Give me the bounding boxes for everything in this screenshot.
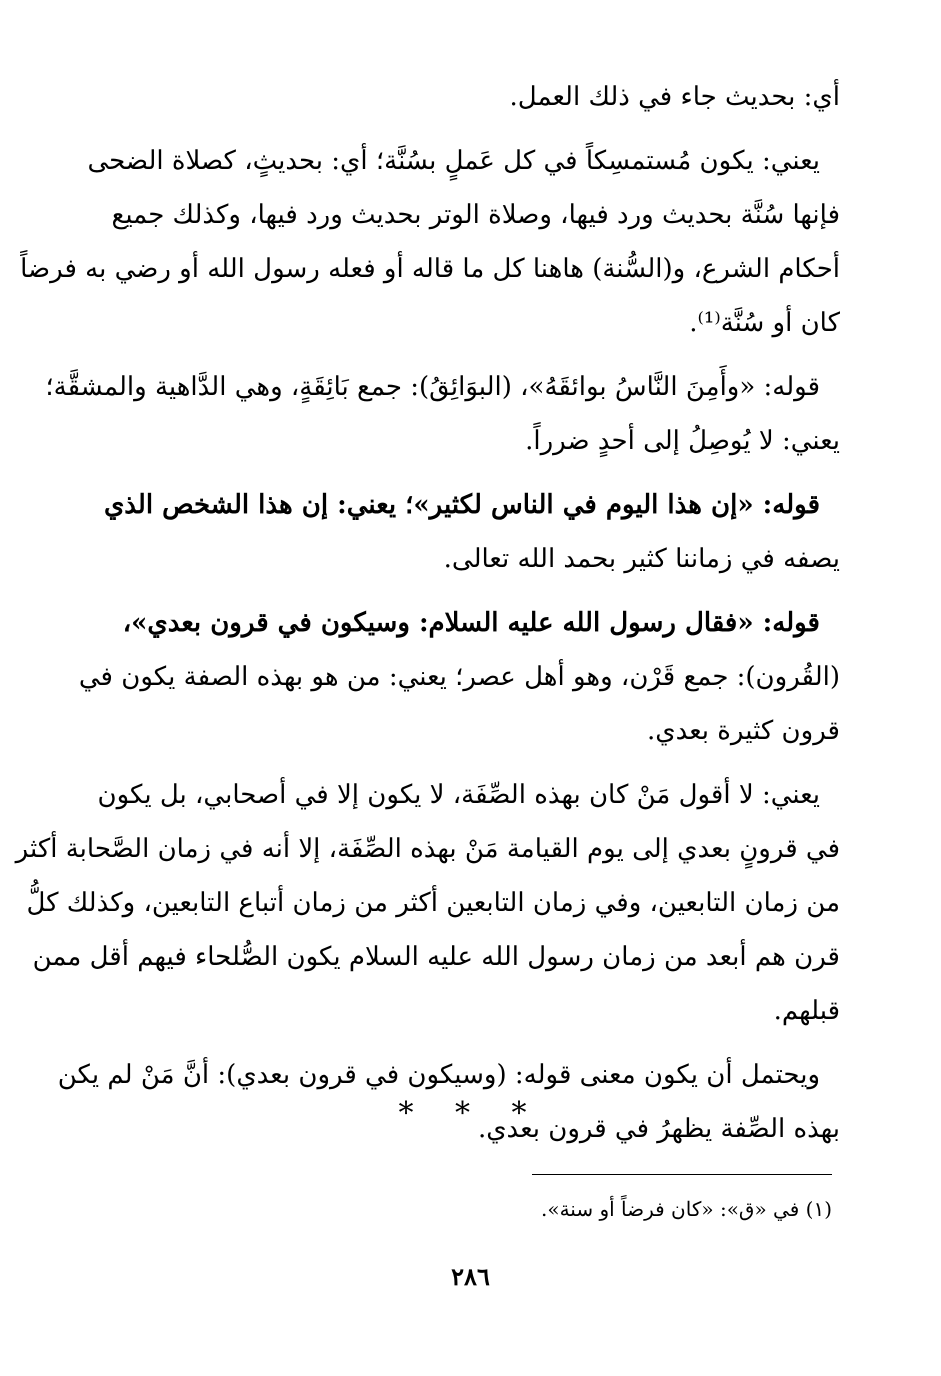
paragraph-1: [110, 70, 840, 124]
text-line: (القُرون): جمع قَرْن، وهو أهل عصر؛ يعني: من هو بهذه الصفة يكون في: [78, 662, 840, 692]
text-line: يعني: يكون مُستمسِكاً في كل عَملٍ بسُنَّة؛ أي: بحديثٍ، كصلاة الضحى: [87, 146, 820, 176]
text-line: من زمان التابعين، وفي زمان التابعين أكثر من زمان أتباع التابعين، وكذلك كلُّ: [26, 888, 840, 918]
text-line: قوله: «فقال رسول الله عليه السلام: وسيكون في قرون بعدي»،: [122, 608, 820, 638]
text-line: قوله: «وأَمِنَ النَّاسُ بوائقَهُ»، (البوَائِقُ): جمع بَائِقَةٍ، وهي الدَّاهية والمشقَّة؛: [45, 372, 820, 402]
paragraph-4: [103, 478, 840, 586]
text-line: ويحتمل أن يكون معنى قوله: (وسيكون في قرون بعدي): أنَّ مَنْ لم يكن: [57, 1060, 820, 1090]
text-line: كان أو سُنَّة⁽¹⁾.: [689, 308, 840, 338]
text-line: في قرونٍ بعدي إلى يوم القيامة مَنْ بهذه الصِّفَة، إلا أنه في زمان الصَّحابة أكثر: [15, 834, 840, 864]
text-line: بهذه الصِّفة يظهرُ في قرون بعدي.: [477, 1114, 840, 1144]
paragraph-3: [45, 360, 840, 468]
text-line: قرون كثيرة بعدي.: [646, 716, 840, 746]
text-line: أي: بحديث جاء في ذلك العمل.: [509, 82, 840, 112]
footnote-divider: [532, 1174, 832, 1175]
text-line: قرن هم أبعد من زمان رسول الله عليه السلام يكون الصُّلحاء فيهم أقل ممن: [32, 942, 840, 972]
text-line: يصفه في زماننا كثير بحمد الله تعالى.: [443, 544, 840, 574]
text-line: يعني: لا يُوصِلُ إلى أحدٍ ضرراً.: [525, 426, 840, 456]
footnote: (١) في «ق»: «كان فرضاً أو سنة».: [540, 1197, 832, 1221]
section-ornament: * * *: [398, 1096, 543, 1131]
text-line: قوله: «إن هذا اليوم في الناس لكثير»؛ يعني: إن هذا الشخص الذي: [103, 490, 820, 520]
paragraph-5: [78, 596, 840, 758]
text-line: أحكام الشرع، و(السُّنة) هاهنا كل ما قاله أو فعله رسول الله أو رضي به فرضاً: [20, 254, 840, 284]
paragraph-2: [20, 134, 840, 350]
paragraph-6: [15, 768, 840, 1038]
text-line: قبلهم.: [773, 996, 840, 1026]
text-line: فإنها سُنَّة بحديث ورد فيها، وصلاة الوتر بحديث ورد فيها، وكذلك جميع: [111, 200, 840, 230]
page-body: [15, 70, 840, 1166]
page-number: ٢٨٦: [451, 1262, 490, 1291]
text-line: يعني: لا أقول مَنْ كان بهذه الصِّفَة، لا يكون إلا في أصحابي، بل يكون: [97, 780, 820, 810]
